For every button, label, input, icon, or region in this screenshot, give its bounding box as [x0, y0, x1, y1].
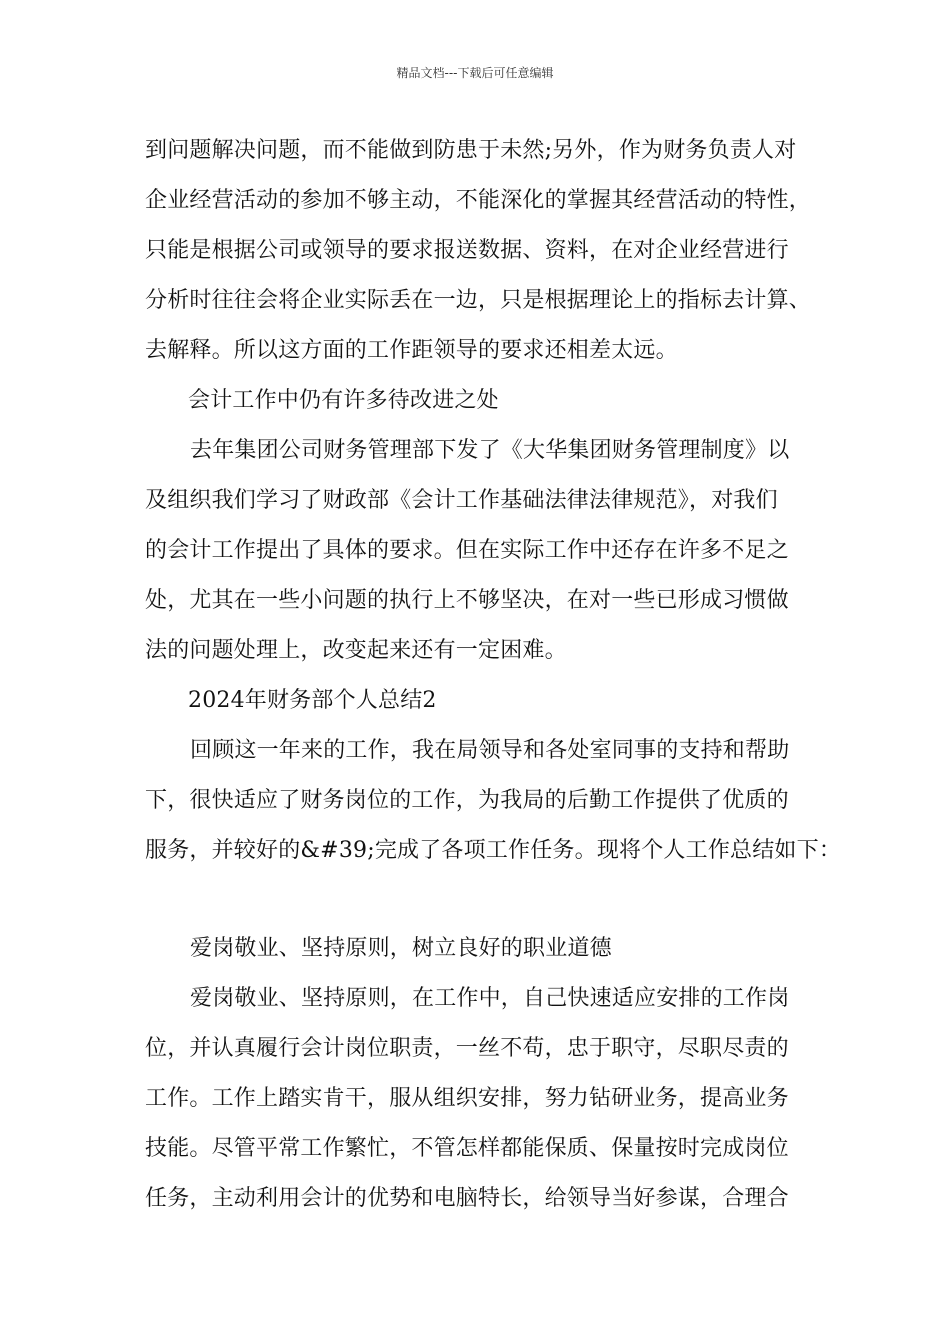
text-line: 技能。尽管平常工作繁忙，不管怎样都能保质、保量按时完成岗位: [145, 1136, 789, 1161]
section-title: 2024年财务部个人总结2: [188, 688, 437, 713]
text-line: 分析时往往会将企业实际丢在一边，只是根据理论上的指标去计算、: [145, 288, 812, 313]
text-line: 处，尤其在一些小问题的执行上不够坚决，在对一些已形成习惯做: [145, 588, 789, 613]
text-line: 任务，主动利用会计的优势和电脑特长，给领导当好参谋，合理合: [145, 1186, 789, 1211]
text-line: 服务，并较好的&#39;完成了各项工作任务。现将个人工作总结如下：: [145, 838, 842, 863]
text-line: 下，很快适应了财务岗位的工作，为我局的后勤工作提供了优质的: [145, 788, 789, 813]
text-line: 工作。工作上踏实肯干，服从组织安排，努力钻研业务，提高业务: [145, 1086, 789, 1111]
page-header: 精品文档---下载后可任意编辑: [396, 66, 554, 80]
text-line: 的会计工作提出了具体的要求。但在实际工作中还存在许多不足之: [145, 538, 789, 563]
text-line: 去年集团公司财务管理部下发了《大华集团财务管理制度》以: [190, 438, 790, 463]
section-heading: 会计工作中仍有许多待改进之处: [188, 388, 499, 413]
text-line: 及组织我们学习了财政部《会计工作基础法律法律规范》，对我们: [145, 488, 778, 513]
section-heading: 爱岗敬业、坚持原则，树立良好的职业道德: [190, 936, 612, 961]
text-line: 只能是根据公司或领导的要求报送数据、资料，在对企业经营进行: [145, 238, 789, 263]
text-line: 位，并认真履行会计岗位职责，一丝不苟，忠于职守，尽职尽责的: [145, 1036, 789, 1061]
text-line: 去解释。所以这方面的工作距领导的要求还相差太远。: [145, 338, 678, 363]
text-line: 法的问题处理上，改变起来还有一定困难。: [145, 638, 567, 663]
text-line: 企业经营活动的参加不够主动，不能深化的掌握其经营活动的特性，: [145, 188, 812, 213]
text-line: 回顾这一年来的工作，我在局领导和各处室同事的支持和帮助: [190, 738, 790, 763]
text-line: 爱岗敬业、坚持原则，在工作中，自己快速适应安排的工作岗: [190, 986, 790, 1011]
text-line: 到问题解决问题，而不能做到防患于未然;另外，作为财务负责人对: [145, 138, 797, 163]
